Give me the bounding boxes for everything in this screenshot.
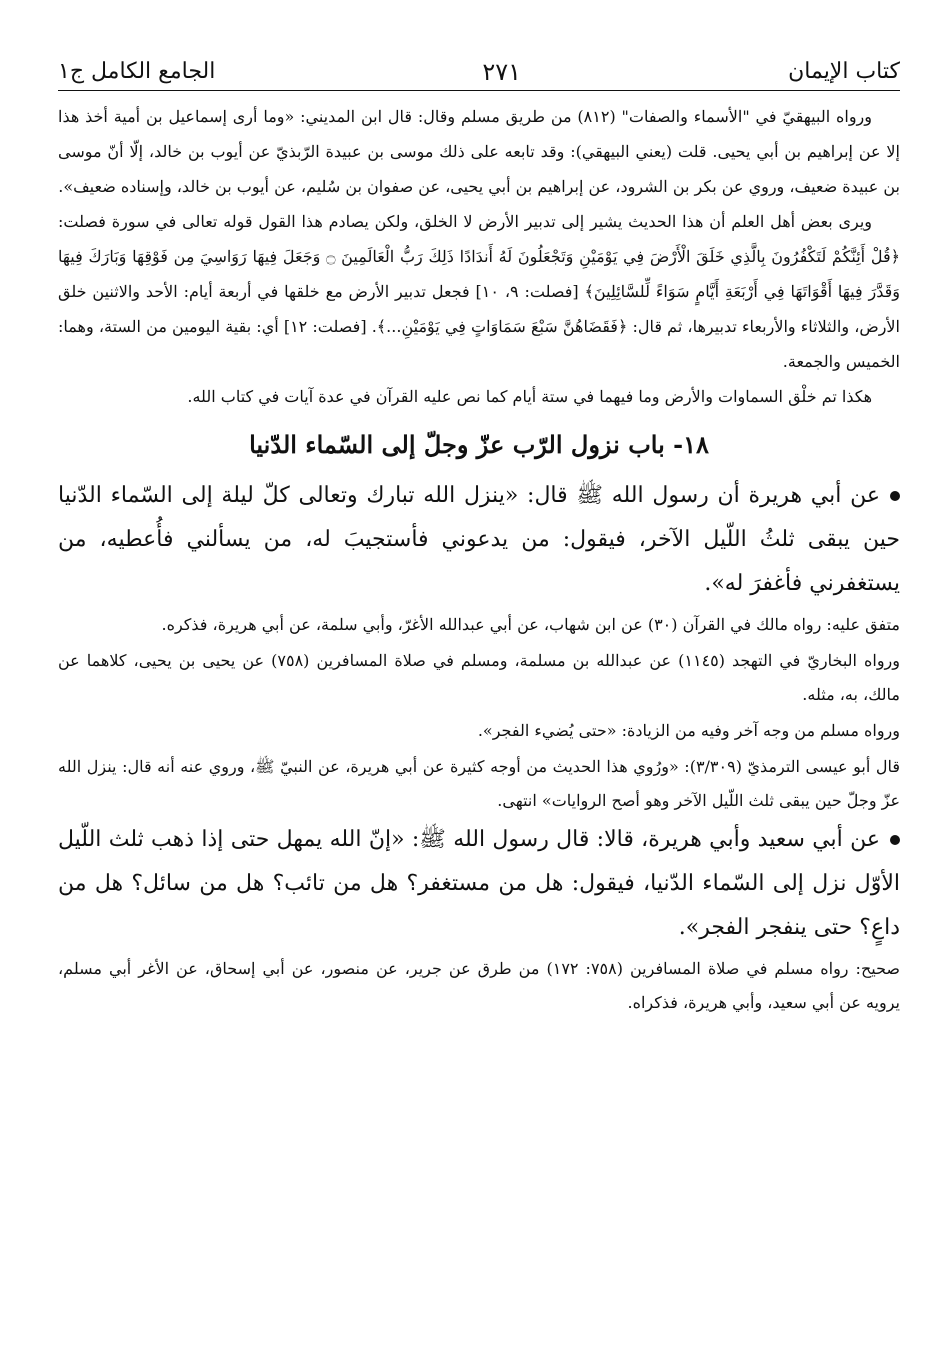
- page-header: [58, 48, 900, 91]
- bullet-icon: [890, 835, 900, 845]
- hadith-1-text: عن أبي هريرة أن رسول الله ﷺ قال: «ينزل الله تبارك وتعالى كلّ ليلة إلى السّماء الدّنيا حين يبقى ثلثُ اللّيل الآخر، فيقول: من يدعوني فأستجيبَ له، من يسألني فأُعطيه، من يستغفرني فأغفرَ له».: [58, 483, 900, 596]
- hadith-2-text: عن أبي سعيد وأبي هريرة، قالا: قال رسول الله ﷺ: «إنّ الله يمهل حتى إذا ذهب ثلث اللّيل الأوّل نزل إلى السّماء الدّنيا، فيقول: هل من مستغفر؟ هل من تائب؟ هل من سائل؟ هل من داعٍ؟ حتى ينفجر الفجر».: [58, 827, 900, 940]
- book-title: كتاب الإيمان: [788, 59, 900, 84]
- intro-paragraph-3: هكذا تم خلْق السماوات والأرض وما فيهما في ستة أيام كما نص عليه القرآن في عدة آيات في كتاب الله.: [187, 387, 872, 406]
- intro-paragraph-1: ورواه البيهقيّ في "الأسماء والصفات" (٨١٢) من طريق مسلم وقال: قال ابن المديني: «وما أرى إسماعيل بن أمية أخذ هذا إلا عن إبراهيم بن أبي يحيى. قلت (يعني البيهقي): وقد تابعه على ذلك موسى بن عبيدة الرّبذيّ عن أيوب بن خالد، إلّا أنّ موسى بن عبيدة ضعيف، وروي عن بكر بن الشرود، عن إبراهيم بن أبي يحيى، عن صفوان بن سُليم، عن أيوب بن خالد، وإسناده ضعيف».: [58, 107, 900, 196]
- hadith-1-note-2: ورواه البخاريّ في التهجد (١١٤٥) عن عبدالله بن مسلمة، ومسلم في صلاة المسافرين (٧٥٨) عن يحيى بن يحيى، كلاهما عن مالك، به، مثله.: [58, 651, 901, 704]
- hadith-1: [58, 474, 900, 606]
- intro-paragraph-2: ويرى بعض أهل العلم أن هذا الحديث يشير إلى تدبير الأرض لا الخلق، ولكن يصادم هذا القول قوله تعالى في سورة فصلت: ﴿قُلْ أَئِنَّكُمْ لَتَكْفُرُونَ بِالَّذِي خَلَقَ الْأَرْضَ فِي يَوْمَيْنِ وَتَجْعَلُونَ لَهُ أَندَادًا ذَلِكَ رَبُّ الْعَالَمِينَ ۝ وَجَعَلَ فِيهَا رَوَاسِيَ مِن فَوْقِهَا وَبَارَكَ فِيهَا وَقَدَّرَ فِيهَا أَقْوَاتَهَا فِي أَرْبَعَةِ أَيَّامٍ سَوَاءً لِّلسَّائِلِينَ﴾ [فصلت: ٩، ١٠] فجعل تدبير الأرض مع خلقها في أربعة أيام: الأحد والاثنين خلق الأرض، والثلاثاء والأربعاء تدبيرها، ثم قال: ﴿فَقَضَاهُنَّ سَبْعَ سَمَاوَاتٍ فِي يَوْمَيْنِ...﴾. [فصلت: ١٢] أي: بقية اليومين من الستة، وهما: الخميس والجمعة.: [58, 212, 901, 371]
- page-number: ٢٧١: [482, 58, 522, 86]
- hadith-1-note-4: قال أبو عيسى الترمذيّ (٣/٣٠٩): «ورُوي هذا الحديث من أوجه كثيرة عن أبي هريرة، عن النبيّ ﷺ، وروي عنه أنه قال: ينزل الله عزّ وجلّ حين يبقى ثلث اللّيل الآخر وهو أصح الروايات» انتهى.: [58, 757, 900, 810]
- hadith-1-note-3: ورواه مسلم من وجه آخر وفيه من الزيادة: «حتى يُضيء الفجر».: [477, 721, 900, 740]
- book-page: [58, 48, 900, 1020]
- hadith-1-note-1: متفق عليه: رواه مالك في القرآن (٣٠) عن ابن شهاب، عن أبي عبدالله الأغرّ، وأبي سلمة، عن أبي هريرة، فذكره.: [161, 615, 900, 634]
- section-heading: ١٨- باب نزول الرّب عزّ وجلّ إلى السّماء الدّنيا: [249, 430, 709, 459]
- hadith-2-note-1: صحيح: رواه مسلم في صلاة المسافرين (٧٥٨: ١٧٢) من طرق عن جرير، عن منصور، عن أبي إسحاق، عن الأغر أبي مسلم، يرويه عن أبي سعيد، وأبي هريرة، فذكراه.: [58, 959, 901, 1012]
- volume-title: الجامع الكامل ج١: [58, 59, 216, 84]
- hadith-2: [58, 818, 900, 950]
- bullet-icon: [890, 491, 900, 501]
